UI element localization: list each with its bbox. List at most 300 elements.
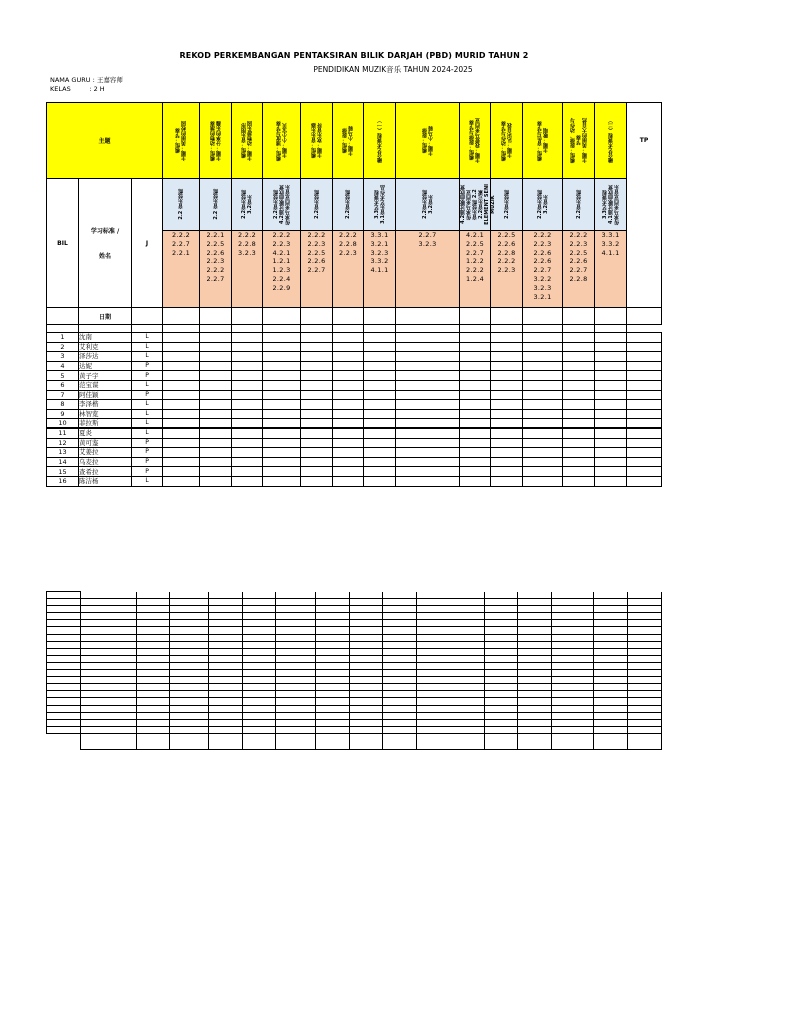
- score-cell[interactable]: [333, 419, 364, 429]
- score-cell[interactable]: [232, 380, 263, 390]
- blank-cell[interactable]: [209, 634, 243, 641]
- blank-cell[interactable]: [243, 648, 276, 655]
- blank-cell[interactable]: [627, 599, 661, 606]
- score-cell[interactable]: [200, 448, 232, 458]
- blank-cell[interactable]: [137, 599, 170, 606]
- blank-cell[interactable]: [517, 634, 551, 641]
- blank-cell[interactable]: [627, 712, 661, 719]
- blank-cell[interactable]: [137, 677, 170, 684]
- blank-cell[interactable]: [275, 712, 315, 719]
- score-cell[interactable]: [460, 390, 491, 400]
- score-cell[interactable]: [396, 380, 460, 390]
- blank-cell[interactable]: [209, 677, 243, 684]
- blank-cell[interactable]: [484, 627, 517, 634]
- blank-cell[interactable]: [594, 726, 628, 733]
- score-cell[interactable]: [163, 438, 200, 448]
- blank-cell[interactable]: [169, 670, 208, 677]
- date-cell[interactable]: [491, 308, 523, 325]
- score-cell[interactable]: [595, 333, 627, 343]
- blank-cell[interactable]: [416, 627, 484, 634]
- score-cell[interactable]: [563, 390, 595, 400]
- score-cell[interactable]: [396, 333, 460, 343]
- blank-cell[interactable]: [80, 655, 136, 662]
- blank-cell[interactable]: [47, 670, 81, 677]
- score-cell[interactable]: [301, 457, 333, 467]
- blank-cell[interactable]: [594, 705, 628, 712]
- blank-cell[interactable]: [551, 613, 593, 620]
- blank-cell[interactable]: [169, 648, 208, 655]
- blank-cell[interactable]: [169, 719, 208, 726]
- blank-cell[interactable]: [627, 670, 661, 677]
- blank-cell[interactable]: [383, 620, 417, 627]
- blank-cell[interactable]: [209, 613, 243, 620]
- blank-cell[interactable]: [47, 712, 81, 719]
- score-cell[interactable]: [200, 457, 232, 467]
- score-cell[interactable]: [200, 361, 232, 371]
- score-cell[interactable]: [396, 476, 460, 486]
- blank-cell[interactable]: [484, 705, 517, 712]
- blank-cell[interactable]: [383, 698, 417, 705]
- blank-cell[interactable]: [137, 684, 170, 691]
- score-cell[interactable]: [460, 342, 491, 352]
- score-cell[interactable]: [301, 371, 333, 381]
- score-cell[interactable]: [460, 428, 491, 438]
- blank-cell[interactable]: [209, 712, 243, 719]
- score-cell[interactable]: [301, 419, 333, 429]
- blank-cell[interactable]: [383, 712, 417, 719]
- blank-cell[interactable]: [517, 592, 551, 599]
- blank-cell[interactable]: [551, 648, 593, 655]
- blank-cell[interactable]: [484, 634, 517, 641]
- score-cell[interactable]: [460, 400, 491, 410]
- score-cell[interactable]: [333, 467, 364, 477]
- score-cell[interactable]: [627, 352, 662, 362]
- blank-cell[interactable]: [243, 599, 276, 606]
- score-cell[interactable]: [200, 428, 232, 438]
- score-cell[interactable]: [163, 371, 200, 381]
- blank-cell[interactable]: [416, 677, 484, 684]
- score-cell[interactable]: [460, 467, 491, 477]
- score-cell[interactable]: [491, 342, 523, 352]
- blank-cell[interactable]: [551, 677, 593, 684]
- blank-cell[interactable]: [484, 592, 517, 599]
- blank-cell[interactable]: [316, 698, 350, 705]
- score-cell[interactable]: [232, 371, 263, 381]
- score-cell[interactable]: [200, 333, 232, 343]
- blank-cell[interactable]: [594, 599, 628, 606]
- score-cell[interactable]: [163, 428, 200, 438]
- score-cell[interactable]: [364, 438, 396, 448]
- blank-cell[interactable]: [627, 705, 661, 712]
- blank-cell[interactable]: [275, 648, 315, 655]
- score-cell[interactable]: [523, 380, 563, 390]
- blank-cell[interactable]: [316, 613, 350, 620]
- blank-cell[interactable]: [275, 677, 315, 684]
- blank-cell[interactable]: [350, 592, 383, 599]
- blank-cell[interactable]: [551, 719, 593, 726]
- score-cell[interactable]: [491, 333, 523, 343]
- score-cell[interactable]: [232, 457, 263, 467]
- score-cell[interactable]: [595, 361, 627, 371]
- blank-cell[interactable]: [316, 712, 350, 719]
- score-cell[interactable]: [163, 448, 200, 458]
- blank-cell[interactable]: [350, 684, 383, 691]
- blank-cell[interactable]: [275, 613, 315, 620]
- score-cell[interactable]: [263, 380, 301, 390]
- blank-cell[interactable]: [594, 613, 628, 620]
- score-cell[interactable]: [563, 333, 595, 343]
- blank-cell[interactable]: [169, 698, 208, 705]
- blank-cell[interactable]: [416, 698, 484, 705]
- blank-cell[interactable]: [316, 670, 350, 677]
- score-cell[interactable]: [563, 380, 595, 390]
- blank-cell[interactable]: [383, 627, 417, 634]
- blank-cell[interactable]: [416, 670, 484, 677]
- score-cell[interactable]: [491, 361, 523, 371]
- blank-cell[interactable]: [517, 712, 551, 719]
- score-cell[interactable]: [301, 352, 333, 362]
- blank-cell[interactable]: [80, 599, 136, 606]
- blank-cell[interactable]: [594, 620, 628, 627]
- blank-cell[interactable]: [275, 726, 315, 733]
- score-cell[interactable]: [200, 419, 232, 429]
- score-cell[interactable]: [333, 342, 364, 352]
- score-cell[interactable]: [396, 400, 460, 410]
- blank-cell[interactable]: [316, 733, 350, 749]
- blank-cell[interactable]: [275, 620, 315, 627]
- blank-cell[interactable]: [350, 698, 383, 705]
- blank-cell[interactable]: [80, 648, 136, 655]
- score-cell[interactable]: [263, 428, 301, 438]
- date-cell[interactable]: [563, 308, 595, 325]
- blank-cell[interactable]: [243, 684, 276, 691]
- blank-cell[interactable]: [169, 592, 208, 599]
- score-cell[interactable]: [301, 467, 333, 477]
- score-cell[interactable]: [301, 333, 333, 343]
- score-cell[interactable]: [364, 400, 396, 410]
- score-cell[interactable]: [364, 371, 396, 381]
- blank-cell[interactable]: [137, 662, 170, 669]
- score-cell[interactable]: [263, 476, 301, 486]
- blank-cell[interactable]: [275, 684, 315, 691]
- blank-cell[interactable]: [275, 719, 315, 726]
- score-cell[interactable]: [163, 476, 200, 486]
- score-cell[interactable]: [396, 361, 460, 371]
- score-cell[interactable]: [333, 409, 364, 419]
- date-cell[interactable]: [396, 308, 460, 325]
- score-cell[interactable]: [627, 476, 662, 486]
- blank-cell[interactable]: [594, 627, 628, 634]
- score-cell[interactable]: [200, 476, 232, 486]
- blank-cell[interactable]: [316, 627, 350, 634]
- score-cell[interactable]: [263, 361, 301, 371]
- blank-cell[interactable]: [350, 627, 383, 634]
- blank-cell[interactable]: [350, 726, 383, 733]
- score-cell[interactable]: [396, 448, 460, 458]
- blank-cell[interactable]: [551, 684, 593, 691]
- score-cell[interactable]: [491, 380, 523, 390]
- blank-cell[interactable]: [551, 634, 593, 641]
- score-cell[interactable]: [263, 419, 301, 429]
- score-cell[interactable]: [595, 409, 627, 419]
- score-cell[interactable]: [163, 342, 200, 352]
- blank-cell[interactable]: [517, 705, 551, 712]
- score-cell[interactable]: [232, 438, 263, 448]
- score-cell[interactable]: [232, 476, 263, 486]
- score-cell[interactable]: [263, 352, 301, 362]
- blank-cell[interactable]: [627, 726, 661, 733]
- score-cell[interactable]: [301, 342, 333, 352]
- blank-cell[interactable]: [627, 641, 661, 648]
- blank-cell[interactable]: [627, 655, 661, 662]
- blank-cell[interactable]: [47, 599, 81, 606]
- blank-cell[interactable]: [47, 662, 81, 669]
- blank-cell[interactable]: [517, 620, 551, 627]
- blank-cell[interactable]: [137, 634, 170, 641]
- blank-cell[interactable]: [350, 712, 383, 719]
- score-cell[interactable]: [333, 448, 364, 458]
- score-cell[interactable]: [460, 380, 491, 390]
- blank-cell[interactable]: [551, 712, 593, 719]
- score-cell[interactable]: [396, 371, 460, 381]
- score-cell[interactable]: [523, 419, 563, 429]
- blank-cell[interactable]: [209, 641, 243, 648]
- blank-cell[interactable]: [551, 599, 593, 606]
- blank-cell[interactable]: [350, 641, 383, 648]
- score-cell[interactable]: [364, 390, 396, 400]
- blank-cell[interactable]: [551, 705, 593, 712]
- blank-cell[interactable]: [169, 733, 208, 749]
- blank-cell[interactable]: [209, 599, 243, 606]
- score-cell[interactable]: [523, 390, 563, 400]
- blank-cell[interactable]: [47, 648, 81, 655]
- blank-cell[interactable]: [243, 691, 276, 698]
- date-cell[interactable]: [627, 308, 662, 325]
- blank-cell[interactable]: [209, 698, 243, 705]
- score-cell[interactable]: [364, 457, 396, 467]
- score-cell[interactable]: [301, 409, 333, 419]
- blank-cell[interactable]: [517, 599, 551, 606]
- blank-cell[interactable]: [80, 592, 136, 599]
- blank-cell[interactable]: [243, 606, 276, 613]
- blank-cell[interactable]: [350, 719, 383, 726]
- blank-cell[interactable]: [383, 705, 417, 712]
- blank-cell[interactable]: [47, 627, 81, 634]
- blank-cell[interactable]: [484, 641, 517, 648]
- score-cell[interactable]: [396, 428, 460, 438]
- score-cell[interactable]: [595, 400, 627, 410]
- score-cell[interactable]: [364, 428, 396, 438]
- blank-cell[interactable]: [137, 726, 170, 733]
- score-cell[interactable]: [523, 352, 563, 362]
- score-cell[interactable]: [491, 371, 523, 381]
- blank-cell[interactable]: [484, 712, 517, 719]
- score-cell[interactable]: [263, 457, 301, 467]
- score-cell[interactable]: [396, 438, 460, 448]
- blank-cell[interactable]: [80, 705, 136, 712]
- blank-cell[interactable]: [80, 719, 136, 726]
- score-cell[interactable]: [200, 400, 232, 410]
- blank-cell[interactable]: [350, 606, 383, 613]
- score-cell[interactable]: [301, 476, 333, 486]
- score-cell[interactable]: [460, 371, 491, 381]
- score-cell[interactable]: [460, 476, 491, 486]
- blank-cell[interactable]: [275, 592, 315, 599]
- score-cell[interactable]: [563, 428, 595, 438]
- blank-cell[interactable]: [169, 599, 208, 606]
- blank-cell[interactable]: [517, 648, 551, 655]
- score-cell[interactable]: [263, 371, 301, 381]
- blank-cell[interactable]: [517, 677, 551, 684]
- blank-cell[interactable]: [551, 691, 593, 698]
- score-cell[interactable]: [523, 361, 563, 371]
- blank-cell[interactable]: [627, 627, 661, 634]
- score-cell[interactable]: [200, 380, 232, 390]
- blank-cell[interactable]: [416, 691, 484, 698]
- score-cell[interactable]: [163, 419, 200, 429]
- blank-cell[interactable]: [594, 662, 628, 669]
- blank-cell[interactable]: [517, 641, 551, 648]
- score-cell[interactable]: [627, 409, 662, 419]
- score-cell[interactable]: [460, 448, 491, 458]
- blank-cell[interactable]: [243, 627, 276, 634]
- blank-cell[interactable]: [209, 606, 243, 613]
- blank-cell[interactable]: [627, 634, 661, 641]
- score-cell[interactable]: [460, 333, 491, 343]
- score-cell[interactable]: [523, 371, 563, 381]
- blank-cell[interactable]: [484, 655, 517, 662]
- score-cell[interactable]: [364, 419, 396, 429]
- date-cell[interactable]: [460, 308, 491, 325]
- date-cell[interactable]: [200, 308, 232, 325]
- score-cell[interactable]: [396, 342, 460, 352]
- blank-cell[interactable]: [594, 641, 628, 648]
- blank-cell[interactable]: [627, 698, 661, 705]
- blank-cell[interactable]: [627, 620, 661, 627]
- blank-cell[interactable]: [137, 641, 170, 648]
- blank-cell[interactable]: [316, 592, 350, 599]
- blank-cell[interactable]: [484, 670, 517, 677]
- score-cell[interactable]: [491, 400, 523, 410]
- score-cell[interactable]: [523, 467, 563, 477]
- blank-cell[interactable]: [47, 620, 81, 627]
- score-cell[interactable]: [163, 400, 200, 410]
- score-cell[interactable]: [460, 409, 491, 419]
- blank-cell[interactable]: [80, 733, 136, 749]
- blank-cell[interactable]: [594, 684, 628, 691]
- blank-cell[interactable]: [275, 662, 315, 669]
- blank-cell[interactable]: [551, 726, 593, 733]
- blank-cell[interactable]: [350, 662, 383, 669]
- blank-cell[interactable]: [80, 712, 136, 719]
- blank-cell[interactable]: [383, 670, 417, 677]
- blank-cell[interactable]: [169, 613, 208, 620]
- score-cell[interactable]: [595, 371, 627, 381]
- score-cell[interactable]: [627, 428, 662, 438]
- blank-cell[interactable]: [47, 719, 81, 726]
- blank-cell[interactable]: [416, 613, 484, 620]
- blank-cell[interactable]: [80, 634, 136, 641]
- blank-cell[interactable]: [169, 606, 208, 613]
- blank-cell[interactable]: [243, 592, 276, 599]
- blank-cell[interactable]: [517, 655, 551, 662]
- blank-cell[interactable]: [383, 677, 417, 684]
- score-cell[interactable]: [301, 438, 333, 448]
- blank-cell[interactable]: [383, 648, 417, 655]
- score-cell[interactable]: [491, 428, 523, 438]
- blank-cell[interactable]: [80, 698, 136, 705]
- blank-cell[interactable]: [316, 655, 350, 662]
- blank-cell[interactable]: [209, 648, 243, 655]
- blank-cell[interactable]: [47, 634, 81, 641]
- blank-cell[interactable]: [209, 705, 243, 712]
- blank-cell[interactable]: [80, 670, 136, 677]
- score-cell[interactable]: [301, 390, 333, 400]
- score-cell[interactable]: [396, 390, 460, 400]
- date-cell[interactable]: [595, 308, 627, 325]
- score-cell[interactable]: [627, 438, 662, 448]
- score-cell[interactable]: [491, 438, 523, 448]
- date-cell[interactable]: [523, 308, 563, 325]
- blank-cell[interactable]: [350, 613, 383, 620]
- score-cell[interactable]: [563, 438, 595, 448]
- score-cell[interactable]: [301, 361, 333, 371]
- score-cell[interactable]: [563, 361, 595, 371]
- score-cell[interactable]: [595, 380, 627, 390]
- blank-cell[interactable]: [243, 719, 276, 726]
- blank-cell[interactable]: [275, 627, 315, 634]
- blank-cell[interactable]: [47, 677, 81, 684]
- blank-cell[interactable]: [209, 662, 243, 669]
- blank-cell[interactable]: [169, 691, 208, 698]
- blank-cell[interactable]: [80, 726, 136, 733]
- score-cell[interactable]: [523, 457, 563, 467]
- score-cell[interactable]: [200, 438, 232, 448]
- blank-cell[interactable]: [316, 726, 350, 733]
- blank-cell[interactable]: [416, 684, 484, 691]
- score-cell[interactable]: [263, 448, 301, 458]
- blank-cell[interactable]: [627, 662, 661, 669]
- score-cell[interactable]: [523, 400, 563, 410]
- score-cell[interactable]: [200, 342, 232, 352]
- blank-cell[interactable]: [243, 662, 276, 669]
- blank-cell[interactable]: [350, 705, 383, 712]
- score-cell[interactable]: [627, 419, 662, 429]
- blank-cell[interactable]: [80, 662, 136, 669]
- score-cell[interactable]: [263, 409, 301, 419]
- blank-cell[interactable]: [316, 648, 350, 655]
- blank-cell[interactable]: [484, 606, 517, 613]
- blank-cell[interactable]: [383, 634, 417, 641]
- score-cell[interactable]: [364, 409, 396, 419]
- score-cell[interactable]: [396, 409, 460, 419]
- blank-cell[interactable]: [316, 662, 350, 669]
- score-cell[interactable]: [232, 448, 263, 458]
- score-cell[interactable]: [563, 342, 595, 352]
- score-cell[interactable]: [563, 419, 595, 429]
- blank-cell[interactable]: [137, 719, 170, 726]
- blank-cell[interactable]: [551, 620, 593, 627]
- blank-cell[interactable]: [517, 726, 551, 733]
- score-cell[interactable]: [333, 333, 364, 343]
- score-cell[interactable]: [491, 448, 523, 458]
- blank-cell[interactable]: [517, 691, 551, 698]
- score-cell[interactable]: [491, 467, 523, 477]
- blank-cell[interactable]: [517, 684, 551, 691]
- blank-cell[interactable]: [594, 698, 628, 705]
- blank-cell[interactable]: [484, 620, 517, 627]
- score-cell[interactable]: [301, 400, 333, 410]
